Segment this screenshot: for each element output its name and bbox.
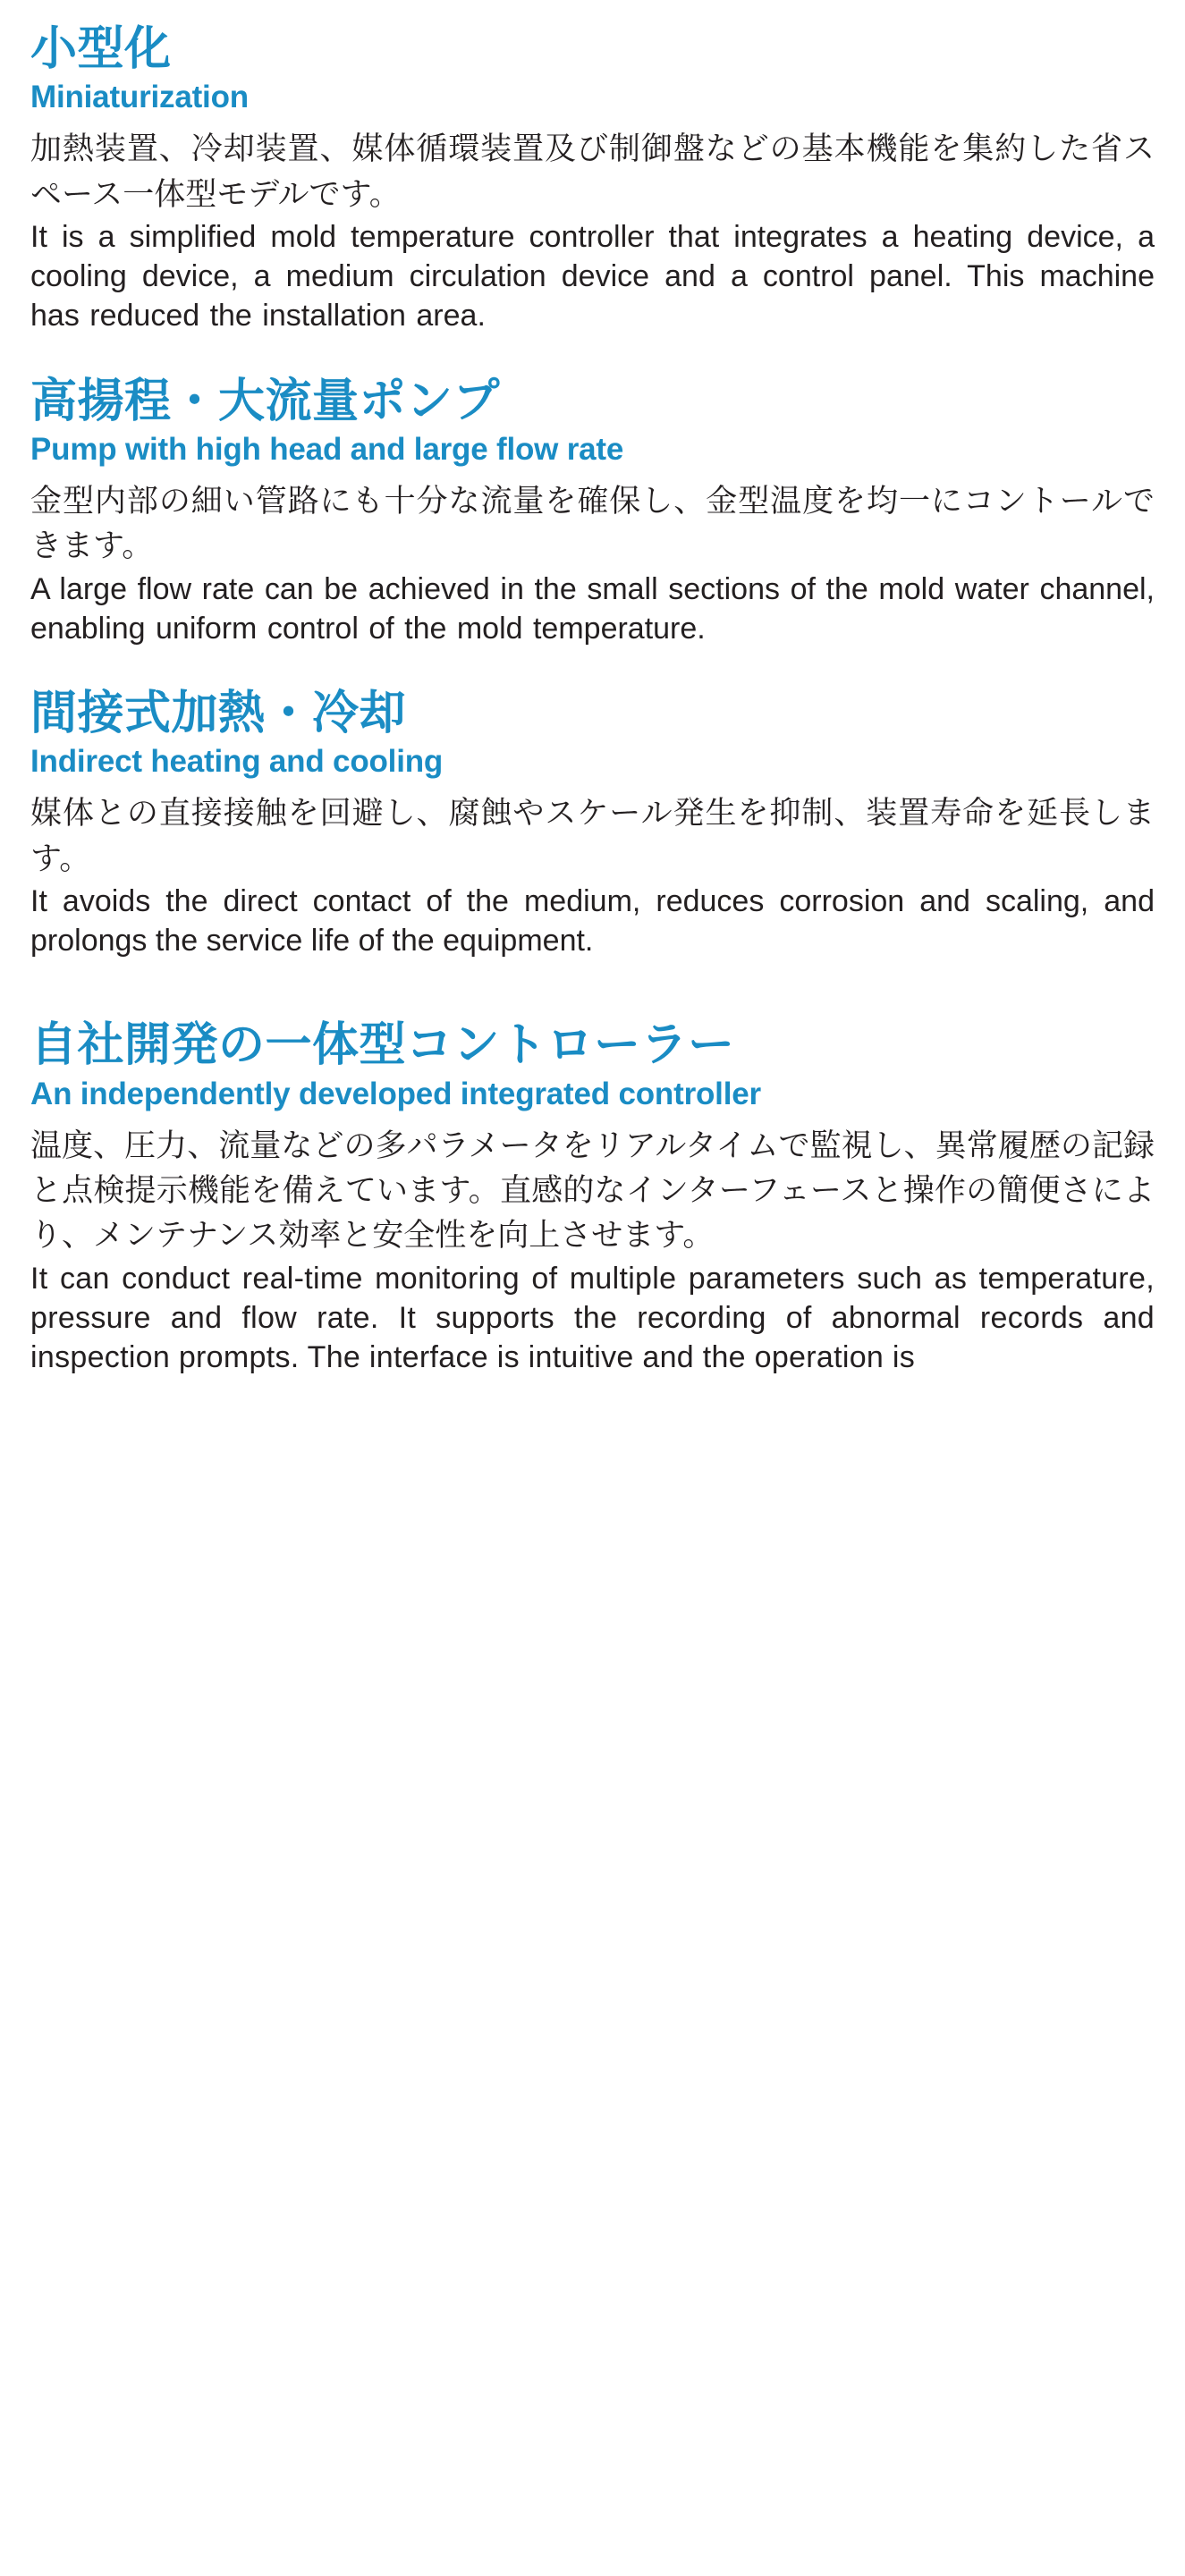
feature-section-indirect-heating — [30, 688, 1155, 960]
feature-title-japanese: 小型化 — [30, 22, 172, 76]
feature-title-japanese: 高揚程・大流量ポンプ — [30, 374, 501, 428]
feature-section-miniaturization — [30, 23, 1155, 336]
feature-title-japanese: 間接式加熱・冷却 — [30, 686, 407, 740]
feature-title-english: Indirect heating and cooling — [30, 744, 444, 780]
feature-body-japanese: 金型内部の細い管路にも十分な流量を確保し、金型温度を均一にコントールできます。 — [30, 483, 1155, 565]
feature-body-english: It avoids the direct contact of the medium, reduces corrosion and scaling, and prolongs the service life of the equipment. — [30, 883, 1155, 959]
feature-body-japanese: 加熱装置、冷却装置、媒体循環装置及び制御盤などの基本機能を集約した省スペース一体型モデルです。 — [30, 131, 1155, 213]
feature-title-japanese: 自社開発の一体型コントローラー — [30, 1018, 735, 1073]
feature-body-japanese: 温度、圧力、流量などの多パラメータをリアルタイムで監視し、異常履歴の記録と点検提示機能を備えています。直感的なインターフェースと操作の簡便さにより、メンテナンス効率と安全性を向上させます。 — [30, 1128, 1155, 1254]
feature-body-english: It can conduct real-time monitoring of multiple parameters such as temperature, pressure and flow rate. It supports the recording of abnormal records and inspection prompts. The interface is intuitive and the operation is — [30, 1261, 1155, 1375]
feature-title-english: Pump with high head and large flow rate — [30, 431, 624, 467]
feature-section-pump — [30, 376, 1155, 648]
feature-body-english: It is a simplified mold temperature controller that integrates a heating device, a cooling device, a medium circulation device and a control panel. This machine has reduced the installation area. — [30, 220, 1155, 334]
feature-title-english: An independently developed integrated controller — [30, 1076, 761, 1111]
feature-section-controller — [30, 1019, 1155, 1377]
feature-title-english: Miniaturization — [30, 80, 249, 115]
feature-body-japanese: 媒体との直接接触を回避し、腐蝕やスケール発生を抑制、装置寿命を延長します。 — [30, 796, 1155, 877]
feature-body-english: A large flow rate can be achieved in the small sections of the mold water channel, enabling uniform control of the mold temperature. — [30, 571, 1155, 646]
